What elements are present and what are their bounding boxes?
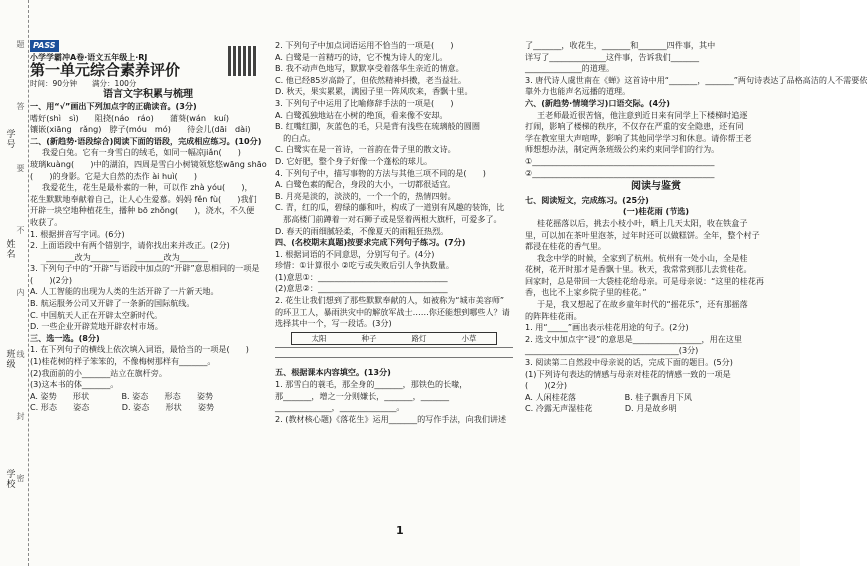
- text-line: C. 冷露无声湿桂花 D. 月是故乡明: [525, 403, 677, 414]
- text-line: 2. 选文中加点字“浸”的意思是_________________，用在这里: [525, 333, 742, 344]
- text-line: 我念中学的时候，全家到了杭州。杭州有一处小山，全是桂: [537, 252, 748, 263]
- text-line: C. 形态 姿态 D. 姿态 形状 姿势: [30, 402, 215, 413]
- text-line: 2. 下列句子中加点词语运用不恰当的一项是( ): [275, 40, 454, 50]
- text-line: (2)意思②：________________________________: [275, 283, 448, 294]
- text-line: 里，可以加在茶叶里泡茶，过年时还可以做糕饼。全年，整个村子: [525, 229, 760, 240]
- text-line: C. 他已经85岁高龄了，但依然精神抖擞，老当益壮。: [275, 74, 467, 85]
- text-line: 1. 根据拼音写字词。(6分): [30, 228, 125, 239]
- text-line: 珍惜：①计算很小 ②吃亏或失败后引人争执数量。: [275, 260, 454, 271]
- text-line: C. 白鹭实在是一首诗，一首韵在骨子里的散文诗。: [275, 144, 456, 155]
- text-line: ①_____________________________________________: [525, 155, 715, 166]
- section-heading: 七、阅读短文，完成练习。(25分): [525, 194, 649, 205]
- cut-mark: 线: [16, 350, 25, 359]
- text-line: 开辟一块空地种植花生，播种 bō zhǒng( )，浇水，不久便: [30, 205, 255, 216]
- cut-mark: 题: [16, 40, 25, 49]
- text-line: 花树，花开时那才是香飘十里。秋天，我常常到那儿去赏桂花。: [525, 264, 752, 275]
- text-line: A. 人工智能的出现为人类的生活开辟了一片新天地。: [30, 286, 219, 297]
- binding-margin: [0, 0, 29, 566]
- text-line: 打闹，影响了楼梯的秩序，不仅存在严重的安全隐患，还有同: [525, 121, 744, 132]
- cut-mark: 不: [16, 226, 25, 235]
- text-line: 选择其中一个，写一段话。(3分): [275, 318, 392, 329]
- section-heading: 二、(新趋势·语段综合)阅读下面的语段，完成相应练习。(10分): [30, 135, 262, 146]
- text-line: 语言文字积累与梳理: [103, 89, 193, 101]
- page-number: 1: [396, 524, 404, 537]
- text-line: 花生默默地奉献着自己，让人心生爱慕。妈妈 fěn fù( )我们: [30, 193, 257, 204]
- text-line: 王老师最近很苦恼，他注意到近日来有同学上下楼梯时追逐: [537, 109, 748, 120]
- text-line: 嗜好(shì sì) 阻挠(náo ráo) 蒲葵(wán kuí): [30, 112, 230, 123]
- text-line: (3)这本书的体_______。: [30, 379, 119, 390]
- text-line: (一)桂花雨 (节选): [622, 206, 690, 217]
- class-label: 班级: [6, 350, 16, 370]
- text-line: C. 青，红的瓜，碧绿的藤和叶，构成了一道别有风趣的装饰，比: [275, 202, 505, 213]
- text-line: (2)我面前的小_______站立在旗杆旁。: [30, 367, 167, 378]
- word-bank-item: 种子: [361, 333, 377, 343]
- text-line: D. 春天的雨细腻轻柔，不像夏天的雨粗狂热烈。: [275, 225, 449, 236]
- text-line: ______________的道理。: [525, 63, 615, 74]
- text-line: ______________________________________(3分): [525, 345, 699, 356]
- text-line: 桂花摇落以后，挑去小枝小叶，晒上几天太阳，收在铁盒子: [537, 217, 748, 228]
- word-bank-box: [291, 332, 497, 346]
- text-line: 的阵阵桂花雨。: [525, 310, 582, 321]
- brand-logo: PASS: [30, 40, 59, 52]
- text-line: 1. 那雪白的蓑毛，那全身的_______，那铁色的长喙，: [275, 379, 468, 390]
- text-line: 收获了。: [30, 216, 63, 227]
- text-line: 我爱白兔。它有一身雪白的绒毛，如同一幅凉jiǎn( ): [42, 147, 241, 158]
- section-heading: 五、根据课本内容填空。(13分): [275, 367, 391, 378]
- text-line: 镶嵌(xiāng rǎng) 脖子(móu mó) 待会儿(dāi dài): [30, 124, 251, 135]
- text-line: A. 人闲桂花落 B. 桂子飘香月下风: [525, 391, 692, 402]
- text-line: 2. 花生让我们想到了那些默默奉献的人，如被称为“城市美容师”: [275, 295, 505, 306]
- section-heading: 三、选一选。(8分): [30, 332, 100, 343]
- text-line: 于是，我又想起了在故乡童年时代的“摇花乐”，还有那摇落: [537, 299, 748, 310]
- text-line: 阅读与鉴赏: [631, 181, 681, 193]
- text-line: 香，也比不上家乡院子里的桂花。”: [525, 287, 647, 298]
- text-line: A. 白鹭色素的配合，身段的大小，一切都很适宜。: [275, 179, 456, 190]
- text-line: 的白点。: [275, 132, 316, 143]
- text-line: 4. 下列句子中，描写事物的方法与其他三项不同的是( ): [275, 167, 486, 178]
- text-line: 3. 下列句子中的“开辟”与语段中加点的“开辟”意思相同的一项是: [30, 263, 260, 274]
- cut-mark: 内: [16, 288, 25, 297]
- text-line: B. 我不动声色地写，默默享受着落华生亲近的情意。: [275, 63, 464, 74]
- text-line: D. 一些企业开辟荒地开辟农村市场。: [30, 321, 163, 332]
- school-label: 学校: [6, 470, 16, 490]
- text-line: 都浸在桂花的香气里。: [525, 241, 606, 252]
- text-line: 回家时，总是带回一大袋桂花给母亲。可是母亲说：“这里的桂花再: [525, 275, 764, 286]
- text-line: D. 它好肥，整个身子好像一个蓬松的球儿。: [275, 155, 433, 166]
- text-line: B. 航运服务公司又开辟了一条新的国际航线。: [30, 298, 195, 309]
- text-line: 的环卫工人，暴雨洪灾中的解放军战士……你还能想到哪些人？请: [275, 306, 510, 317]
- text-line: 那_______，增之一分则嫌长，_______，_______: [275, 390, 450, 401]
- text-line: B. 红嘴红脚，灰蓝色的毛，只是背有浅些在琉璃般的圆圈: [275, 121, 480, 132]
- text-line: 了_______，收花生，_______和_______四件事，其中: [525, 40, 716, 50]
- text-line: 3. 阅读第二自然段中母亲说的话，完成下面的题目。(5分): [525, 357, 733, 368]
- word-bank-item: 太阳: [311, 333, 327, 343]
- word-bank-item: 路灯: [411, 333, 427, 343]
- text-line: 小学学霸冲A卷·语文五年级上·RJ: [30, 52, 148, 62]
- column-middle: [275, 40, 513, 425]
- column-left: [30, 40, 266, 414]
- text-line: 2. (教材核心题)《落花生》运用_______的写作手法，向我们讲述: [275, 413, 507, 424]
- text-line: 玻璃kuàng( )中的湖泊，四周是雪白小树镜领悠悠wāng shāo: [30, 158, 267, 169]
- text-line: 2. 上面语段中有两个错别字，请你找出来并改正。(2分): [30, 240, 230, 251]
- text-line: D. 秋天，果实累累，满园子里一阵风吹来，香飘十里。: [275, 86, 473, 97]
- text-line: ②_____________________________________________: [525, 167, 715, 178]
- cut-mark: 密: [16, 474, 25, 483]
- text-line: 3. 下列句子中运用了比喻修辞手法的一项是( ): [275, 97, 454, 108]
- section-heading: 一、用“√”画出下列加点字的正确读音。(3分): [30, 100, 197, 111]
- cut-mark: 要: [16, 164, 25, 173]
- text-line: [275, 357, 513, 367]
- text-line: 我爱花生，花生是最朴素的一种，可以作 zhà yóu( )，: [42, 182, 253, 193]
- section-heading: 四、(名校期末真题)按要求完成下列句子练习。(7分): [275, 237, 466, 248]
- text-line: A. 白鹭孤独地站在小树的绝顶，看来像不安却。: [275, 109, 448, 120]
- text-line: 1. 用“_____”画出表示桂花用途的句子。(2分): [525, 322, 689, 333]
- text-line: 靠外力也能声名远播的道理。: [525, 86, 631, 97]
- text-line: (1)意思①：________________________________: [275, 271, 448, 282]
- text-line: ( )(2分): [525, 380, 568, 391]
- cut-mark: 答: [16, 102, 25, 111]
- text-line: C. 中国航天人正在开辟太空新时代。: [30, 309, 163, 320]
- text-line: _______改为_______ _______改为_______: [30, 251, 209, 262]
- text-line: B. 月亮是淡的，淡淡的，一个一个的，热情四射。: [275, 190, 456, 201]
- section-heading: 六、(新趋势·情境学习)口语交际。(4分): [525, 97, 670, 108]
- text-line: 1. 在下列句子的横线上依次填入词语，最恰当的一项是( ): [30, 344, 249, 355]
- text-line: ______________，______________。: [275, 402, 405, 413]
- column-right: [525, 40, 867, 415]
- page-title: 第一单元综合素养评价: [30, 61, 181, 80]
- text-line: (1)下列诗句表达的情感与母亲对桂花的情感一致的一项是: [525, 368, 731, 379]
- text-line: 学在教室里大声喧哗，影响了其他同学学习和休息。请你帮王老: [525, 132, 752, 143]
- text-line: 师想想办法，制定两条班级公约来约束同学们的行为。: [525, 144, 720, 155]
- student-number-label: 学号: [6, 130, 16, 150]
- text-line: A. 姿势 形状 B. 姿态 形态 姿势: [30, 390, 214, 401]
- text-line: [275, 347, 513, 357]
- name-label: 姓名: [6, 240, 16, 260]
- text-line: (1)桂花树的样子笨笨的，不像梅树那样有_______。: [30, 356, 216, 367]
- text-line: 1. 根据词语的不同意思，分别写句子。(4分): [275, 248, 435, 259]
- text-line: ( )的身影。它是大自然的杰作 ài huì( ): [30, 170, 197, 181]
- text-line: A. 白鹭是一首精巧的诗，它不愧为诗人的宠儿。: [275, 51, 448, 62]
- text-line: 详写了______________这件事，告诉我们_______: [525, 51, 700, 62]
- text-line: 那高楼门前蹲着一对石狮子或是竖着两根大旗杆，可爱多了。: [275, 213, 502, 224]
- text-line: ( )(2分): [30, 274, 73, 285]
- word-bank-item: 小草: [461, 333, 477, 343]
- cut-mark: 封: [16, 412, 25, 421]
- text-line: 时间：90分钟 满分：100分: [30, 78, 137, 88]
- text-line: 3. 唐代诗人虞世南在《蝉》这首诗中用“_______，_______”两句诗表达了品格高洁的人不需要依: [525, 74, 867, 85]
